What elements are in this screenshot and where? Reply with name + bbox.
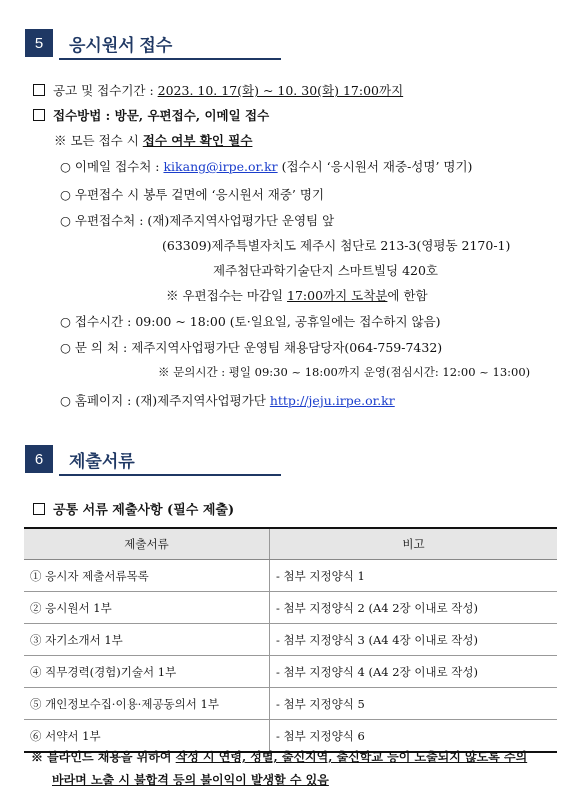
table-header: 제출서류 xyxy=(24,528,270,560)
mail-deadline-suffix: 에 한함 xyxy=(387,288,428,303)
blind-hiring-note-line1 xyxy=(31,748,527,765)
section-title: 응시원서 접수 xyxy=(69,36,173,55)
homepage-link[interactable]: http://jeju.irpe.or.kr xyxy=(269,393,395,408)
note-emph-1: 작성 시 연령, 성별, 출신지역, 출신학교 등이 노출되지 않도록 주의 xyxy=(175,750,528,764)
mail-deadline-emph: 17:00까지 도착분 xyxy=(287,288,388,303)
confirm-required xyxy=(54,131,252,149)
mail-address-line2: (63309)제주특별자치도 제주시 첨단로 213-3(영평동 2170-1) xyxy=(162,238,511,253)
blind-hiring-note-line2 xyxy=(52,771,329,788)
table-cell: - 첨부 지정양식 2 (A4 2장 이내로 작성) xyxy=(270,592,558,624)
common-docs-text: 공통 서류 제출사항 (필수 제출) xyxy=(53,503,235,518)
mail-address-label: ○ 우편접수처 : (재)제주지역사업평가단 운영팀 앞 xyxy=(60,213,335,228)
checkbox-square-icon xyxy=(33,503,45,515)
reception-hours: ○ 접수시간 : 09:00 ~ 18:00 (토·일요일, 공휴일에는 접수하지 않음) xyxy=(60,314,441,329)
table-cell: - 첨부 지정양식 6 xyxy=(270,720,558,753)
table-cell: ③ 자기소개서 1부 xyxy=(24,624,270,656)
table-row xyxy=(24,560,557,592)
table-cell: - 첨부 지정양식 5 xyxy=(270,688,558,720)
mail-deadline-prefix: ※ 우편접수는 마감일 xyxy=(166,288,288,303)
table-row xyxy=(24,688,557,720)
application-method xyxy=(33,106,269,124)
homepage-label: ○ 홈페이지 : (재)제주지역사업평가단 xyxy=(60,393,270,408)
table-cell: - 첨부 지정양식 3 (A4 4장 이내로 작성) xyxy=(270,624,558,656)
application-period xyxy=(33,81,403,99)
email-note: (접수시 ‘응시원서 재중-성명’ 명기) xyxy=(277,159,473,174)
confirm-prefix: ※ 모든 접수 시 xyxy=(54,133,143,148)
mail-address-line3: 제주첨단과학기술단지 스마트빌딩 420호 xyxy=(213,263,439,278)
section-number: 6 xyxy=(25,445,53,473)
mail-deadline xyxy=(166,286,428,304)
section-number: 5 xyxy=(25,29,53,57)
checkbox-square-icon xyxy=(33,109,45,121)
homepage xyxy=(60,391,395,409)
section-underline xyxy=(59,474,281,476)
table-cell: - 첨부 지정양식 4 (A4 2장 이내로 작성) xyxy=(270,656,558,688)
note-prefix: ※ 블라인드 채용을 위하여 xyxy=(31,750,176,764)
mail-envelope-note: ○ 우편접수 시 봉투 겉면에 ‘응시원서 재중’ 명기 xyxy=(60,187,325,202)
checkbox-square-icon xyxy=(33,84,45,96)
period-label: 공고 및 접수기간 : xyxy=(53,83,158,98)
method-text: 접수방법 : 방문, 우편접수, 이메일 접수 xyxy=(53,108,270,123)
email-label: ○ 이메일 접수처 : xyxy=(60,159,164,174)
table-header-row xyxy=(24,528,557,560)
table-cell: ⑥ 서약서 1부 xyxy=(24,720,270,753)
table-cell: ① 응시자 제출서류목록 xyxy=(24,560,270,592)
table-row xyxy=(24,592,557,624)
section-title: 제출서류 xyxy=(69,452,135,471)
note-emph-2: 바라며 노출 시 불합격 등의 불이익이 발생할 수 있음 xyxy=(52,773,329,787)
table-cell: ④ 직무경력(경험)기술서 1부 xyxy=(24,656,270,688)
section-underline xyxy=(59,58,281,60)
email-submission xyxy=(60,157,472,175)
contact-hours: ※ 문의시간 : 평일 09:30 ~ 18:00까지 운영(점심시간: 12:00 ~ 13:00) xyxy=(158,365,531,379)
table-row xyxy=(24,656,557,688)
period-value: 2023. 10. 17(화) ~ 10. 30(화) 17:00까지 xyxy=(157,83,404,98)
common-docs-heading xyxy=(33,499,234,518)
table-cell: ② 응시원서 1부 xyxy=(24,592,270,624)
confirm-emph: 접수 여부 확인 필수 xyxy=(142,133,253,148)
contact-info: ○ 문 의 처 : 제주지역사업평가단 운영팀 채용담당자(064-759-7432) xyxy=(60,340,443,355)
table-cell: ⑤ 개인정보수집·이용·제공동의서 1부 xyxy=(24,688,270,720)
table-cell: - 첨부 지정양식 1 xyxy=(270,560,558,592)
submission-table xyxy=(24,527,557,753)
table-header: 비고 xyxy=(270,528,558,560)
email-link[interactable]: kikang@irpe.or.kr xyxy=(163,159,278,174)
table-row xyxy=(24,624,557,656)
